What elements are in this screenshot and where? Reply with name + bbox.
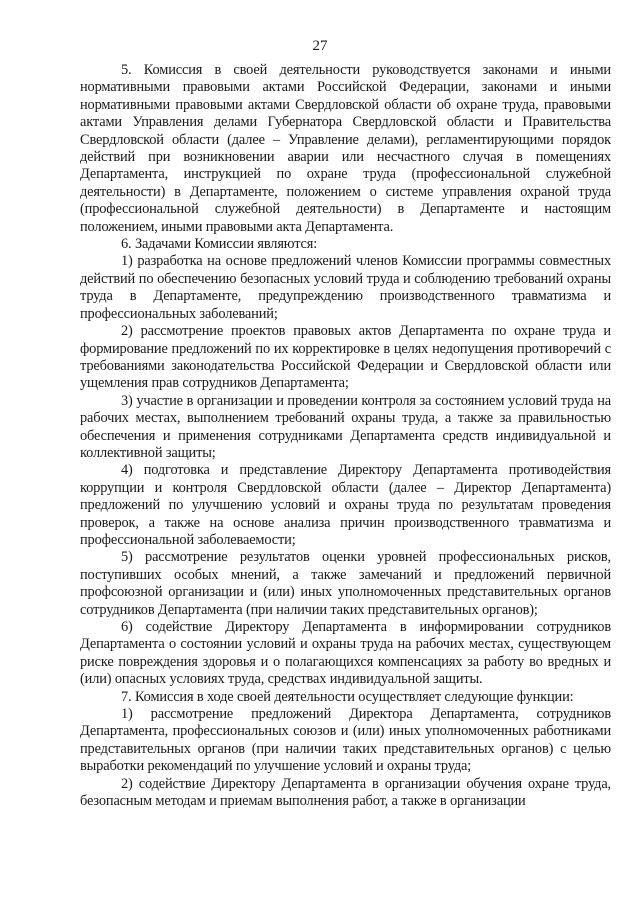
paragraph-6-item-1: 1) разработка на основе предложений членов Комиссии программы совместных действий по обеспечению безопасных условий труда и соблюдению требований охраны труда в Департаменте, предупреждению производственного травматизма и профессиональных заболеваний; [80,253,611,322]
page-number: 27 [312,38,328,54]
document-body [80,62,611,810]
paragraph-6-item-3: 3) участие в организации и проведении контроля за состоянием условий труда на рабочих местах, выполнением требований охраны труда, а также за правильностью обеспечения и применения сотрудниками Департамента средств индивидуальной и коллективной защиты; [80,392,611,461]
paragraph-7-item-2: 2) содействие Директору Департамента в организации обучения охране труда, безопасным методам и приемам выполнения работ, а также в организации [80,775,611,810]
paragraph-6-item-4: 4) подготовка и представление Директору Департамента противодействия коррупции и контроля Свердловской области (далее – Директор Департамента) предложений по улучшению условий и охраны труда по результатам проведения проверок, а также на основе анализа причин производственного травматизма и профессиональной заболеваемости; [80,462,611,548]
paragraph-6-item-2: 2) рассмотрение проектов правовых актов Департамента по охране труда и формирование предложений по их корректировке в целях недопущения противоречий с требованиями законодательства Российской Федерации и Свердловской области или ущемления прав сотрудников Департамента; [80,323,611,392]
paragraph-7-item-1: 1) рассмотрение предложений Директора Департамента, сотрудников Департамента, профессиональных союзов и (или) иных уполномоченных работниками представительных органов (при наличии таких представительных органов) с целью выработки рекомендаций по улучшение условий и охраны труда; [80,706,611,775]
paragraph-6-heading: 6. Задачами Комиссии являются: [121,236,318,253]
paragraph-6-item-6: 6) содействие Директору Департамента в информировании сотрудников Департамента о состоянии условий и охраны труда на рабочих местах, существующем риске повреждения здоровья и о полагающихся компенсациях за работу во вредных и (или) опасных условиях труда, средствах индивидуальной защиты. [80,619,611,688]
paragraph-5: 5. Комиссия в своей деятельности руководствуется законами и иными нормативными правовыми актами Российской Федерации, законами и иными нормативными правовыми актами Свердловской области об охране труда, правовыми актами Управления делами Губернатора Свердловской области и Правительства Свердловской области (далее – Управление делами), регламентирующими порядок действий при возникновении аварии или несчастного случая в помещениях Департамента, инструкцией по охране труда (профессиональной служебной деятельности) в Департаменте, положением о системе управления охраной труда (профессиональной служебной деятельности) в Департаменте и настоящим положением, иными правовыми акта Департамента. [80,62,611,235]
paragraph-7-heading: 7. Комиссия в ходе своей деятельности осуществляет следующие функции: [121,688,574,705]
paragraph-6-item-5: 5) рассмотрение результатов оценки уровней профессиональных рисков, поступивших особых мнений, а также замечаний и предложений первичной профсоюзной организации и (или) иных уполномоченных представительных органов сотрудников Департамента (при наличии таких представительных органов); [80,549,611,618]
